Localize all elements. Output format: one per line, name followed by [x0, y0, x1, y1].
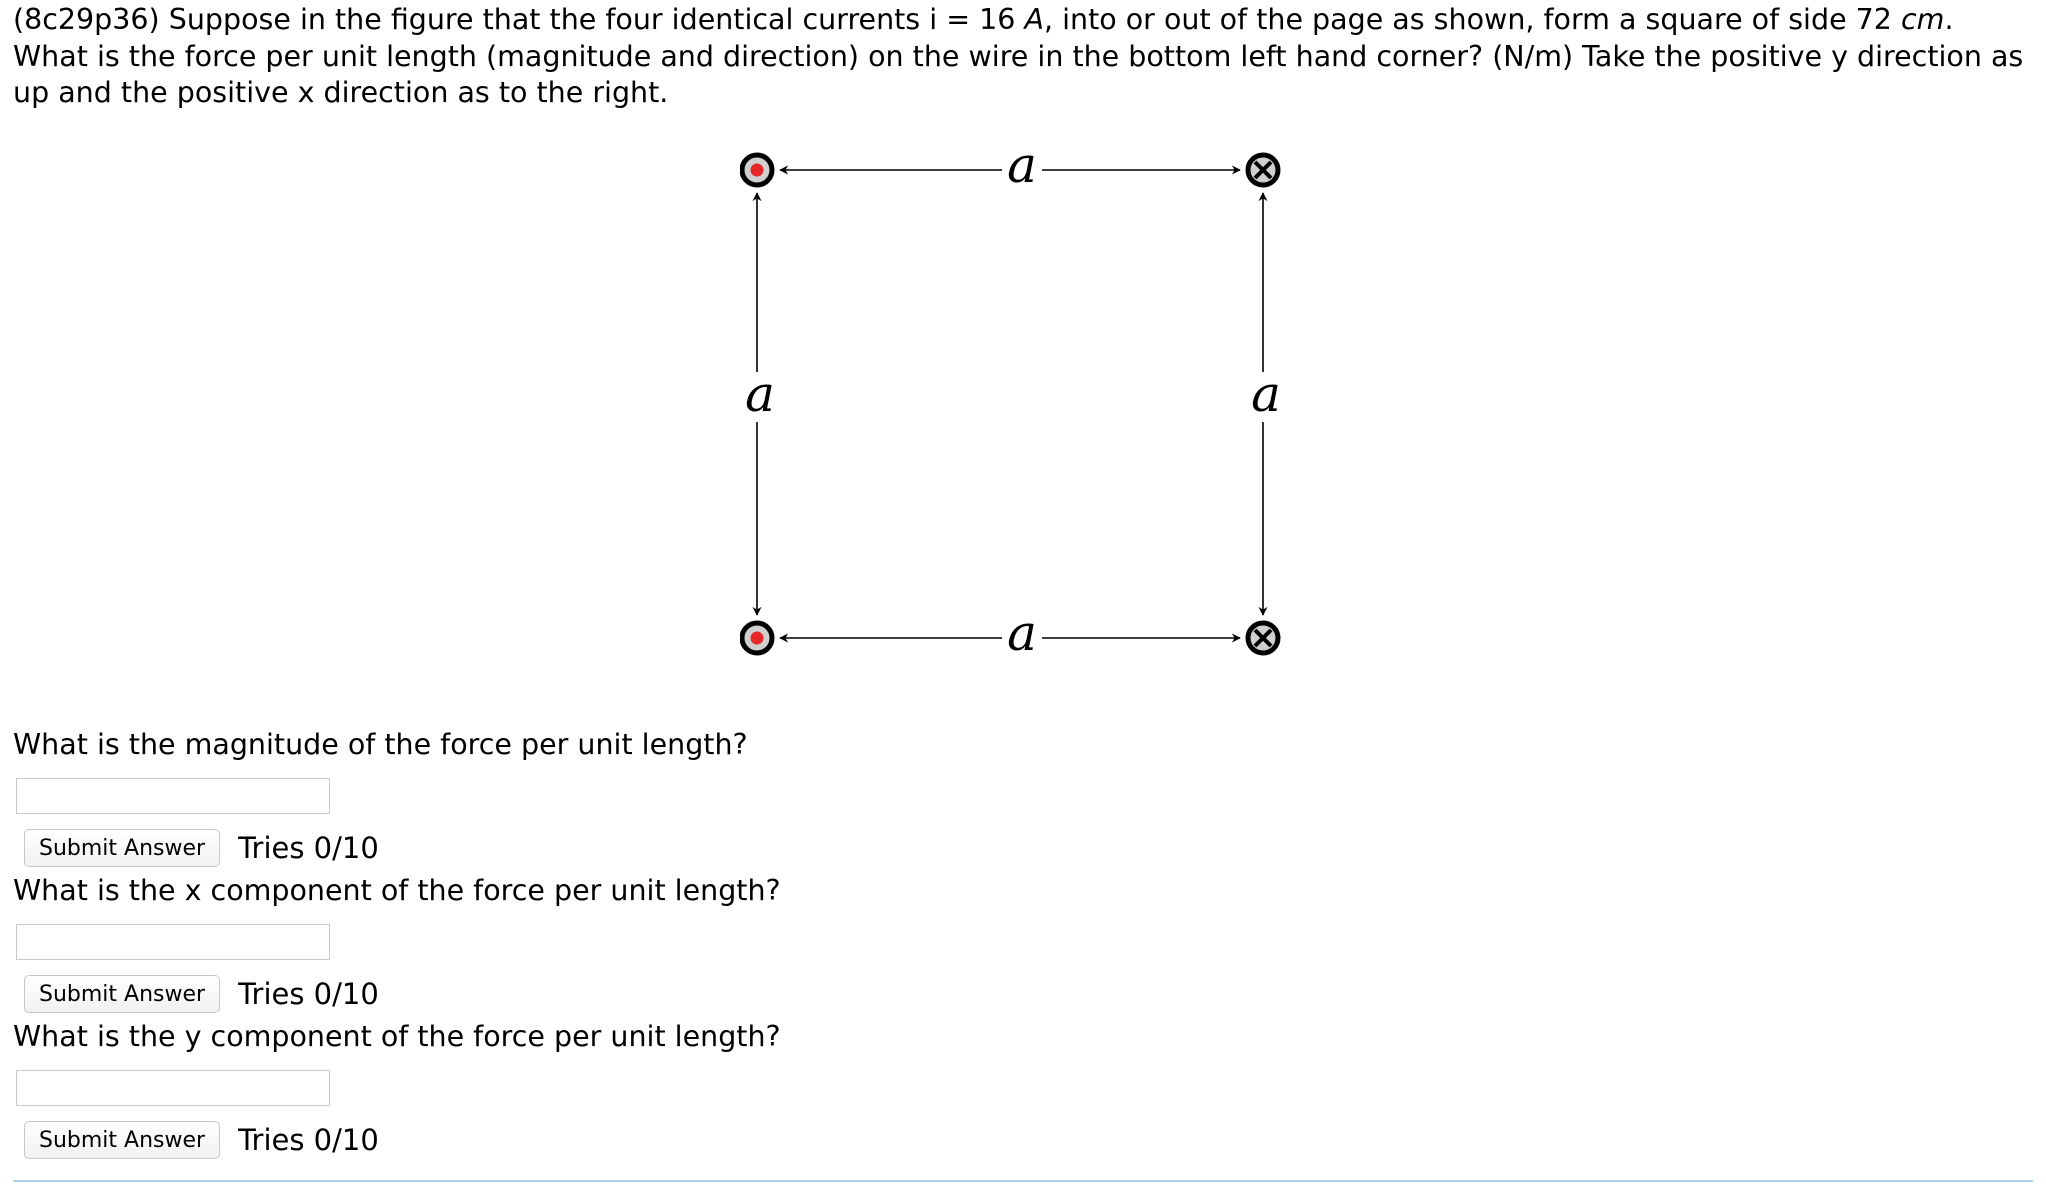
wire-top-right-into-page-icon	[1248, 155, 1278, 185]
bottom-dimension-line	[780, 604, 1240, 662]
answer-input-magnitude[interactable]	[16, 778, 330, 814]
bottom-divider	[13, 1180, 2033, 1182]
submit-row-y-component	[24, 1120, 379, 1160]
submit-answer-button-y-component[interactable]: Submit Answer	[24, 1121, 220, 1159]
side-label-right: a	[1251, 365, 1281, 423]
question-magnitude: What is the magnitude of the force per unit length?	[13, 728, 748, 761]
wire-square-figure	[740, 138, 1300, 698]
question-x-component: What is the x component of the force per unit length?	[13, 874, 781, 907]
wire-bottom-right-into-page-icon	[1248, 623, 1278, 653]
submit-answer-button-magnitude[interactable]: Submit Answer	[24, 829, 220, 867]
side-label-top: a	[1007, 138, 1037, 194]
answer-input-x-component[interactable]	[16, 924, 330, 960]
length-unit: cm	[1901, 3, 1945, 36]
tries-counter-y-component: Tries 0/10	[238, 1123, 379, 1157]
current-unit: A	[1024, 3, 1044, 36]
problem-text-part3: . What is the force per unit length (magnitude and direction) on the wire in the bottom left hand corner? (N/m) Take the positive y direction as up and the positive x direction as to the right.	[13, 3, 2024, 109]
submit-row-magnitude	[24, 828, 379, 868]
side-label-left: a	[745, 365, 775, 423]
tries-counter-magnitude: Tries 0/10	[238, 831, 379, 865]
side-label-bottom: a	[1007, 604, 1037, 662]
question-block-x-component	[13, 874, 1413, 1011]
problem-text-part2: , into or out of the page as shown, form a square of side 72	[1043, 3, 1901, 36]
tries-counter-x-component: Tries 0/10	[238, 977, 379, 1011]
left-dimension-line	[745, 193, 775, 615]
question-block-magnitude	[13, 728, 1413, 865]
wire-bottom-left-out-of-page-icon	[742, 623, 772, 653]
question-block-y-component	[13, 1020, 1413, 1157]
top-dimension-line	[780, 138, 1240, 194]
wire-top-left-out-of-page-icon	[742, 155, 772, 185]
problem-statement	[13, 2, 2035, 112]
question-y-component: What is the y component of the force per unit length?	[13, 1020, 781, 1053]
answer-input-y-component[interactable]	[16, 1070, 330, 1106]
problem-text-part1: Suppose in the figure that the four identical currents i = 16	[159, 3, 1025, 36]
right-dimension-line	[1251, 193, 1281, 615]
problem-id: (8c29p36)	[13, 3, 160, 36]
submit-answer-button-x-component[interactable]: Submit Answer	[24, 975, 220, 1013]
submit-row-x-component	[24, 974, 379, 1014]
